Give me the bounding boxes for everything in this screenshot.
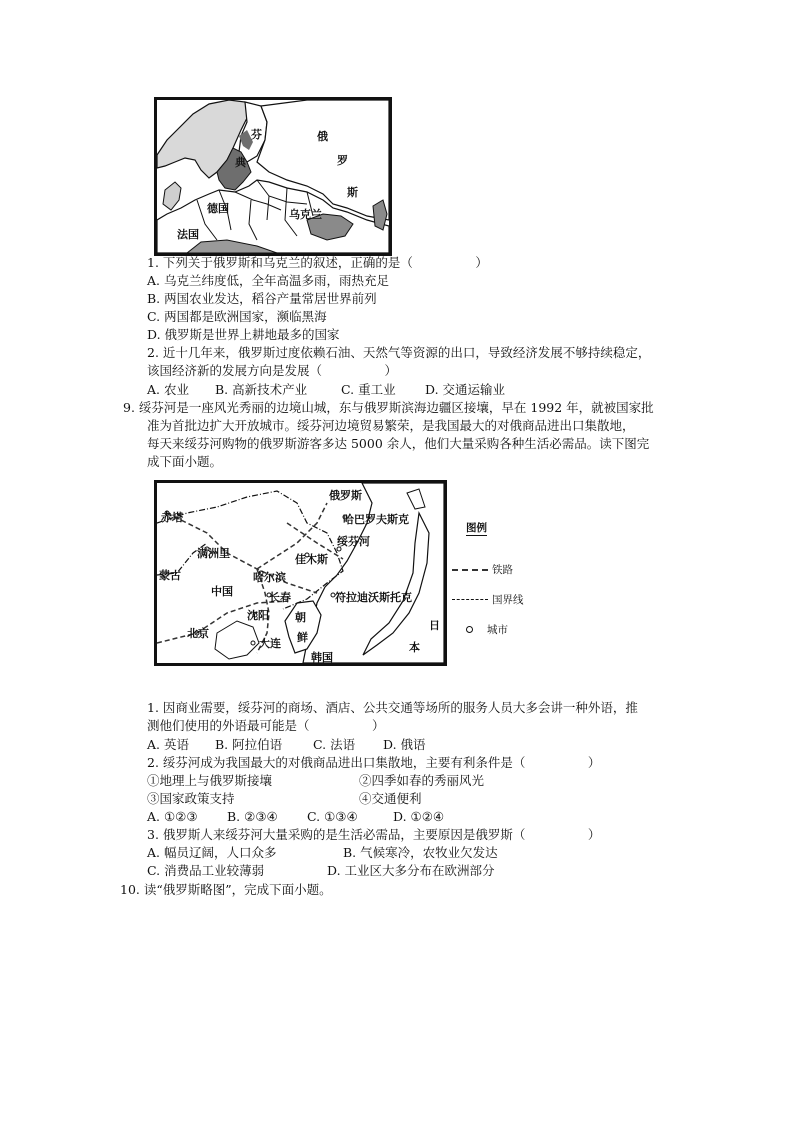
q9-1-option-a: A. 英语 [147,737,189,752]
map1-label-russia-2: 罗 [337,154,348,167]
map1-label-germany: 德国 [207,202,229,215]
q8-1-option-d: D. 俄罗斯是世界上耕地最多的国家 [147,327,340,342]
map2-label-china: 中国 [211,585,233,598]
legend-city: 城市 [466,622,508,637]
map2-label-vladivostok: 符拉迪沃斯托克 [335,591,412,604]
q9-2-condition-4: ④交通便利 [359,791,422,806]
northeast-asia-map-drawing [157,483,444,663]
q9-3-option-c: C. 消费品工业较薄弱 [147,863,265,878]
q9-1-option-b: B. 阿拉伯语 [215,737,283,752]
map2-label-changchun: 长春 [269,591,291,604]
q9-2-option-c: C. ①③④ [307,809,358,824]
q8-2-option-c: C. 重工业 [341,382,396,397]
q9-1-options [147,737,426,753]
q9-1-stem-line1: 1. 因商业需要，绥芬河的商场、酒店、公共交通等场所的服务人员大多会讲一种外语，推 [147,700,638,715]
map2-label-suifenhe: 绥芬河 [337,535,370,548]
map1-label-finland: 芬 [251,128,262,141]
map2-label-japan-2: 本 [409,641,420,654]
map2-label-dalian: 大连 [259,637,281,650]
map2-label-khabarovsk: 哈巴罗夫斯克 [343,513,409,526]
city-dot-icon [466,626,473,633]
q9-3-options-row1 [147,845,498,861]
map2-label-chita: 赤塔 [161,511,183,524]
map1-label-russia-3: 斯 [347,186,358,199]
q10-stem: 10. 读“俄罗斯略图”，完成下面小题。 [120,882,332,897]
q8-2-option-d: D. 交通运输业 [425,382,506,397]
q9-2-stem: 2. 绥芬河成为我国最大的对俄商品进出口集散地，主要有利条件是（ ） [147,755,601,770]
map2-label-japan-1: 日 [429,619,440,632]
northeast-asia-map [154,480,447,666]
legend-title: 图例 [466,522,487,534]
map2-label-shenyang: 沈阳 [247,609,269,622]
europe-map-drawing [157,100,389,253]
map1-label-sweden: 典 [235,156,246,169]
q9-2-condition-1: ①地理上与俄罗斯接壤 [147,773,273,788]
map1-label-russia-1: 俄 [317,130,328,143]
map2-label-south-korea: 韩国 [311,651,333,663]
q9-3-options-row2 [147,863,495,879]
q8-2-stem-line1: 2. 近十几年来，俄罗斯过度依赖石油、天然气等资源的出口，导致经济发展不够持续稳定， [147,345,651,360]
q9-intro-line3: 每天来绥芬河购物的俄罗斯游客多达 5000 余人，他们大量采购各种生活必需品。读下图完 [147,436,650,451]
map2-label-beijing: 北京 [187,627,209,640]
q9-3-option-a: A. 幅员辽阔，人口众多 [147,845,277,860]
map2-label-russia: 俄罗斯 [329,489,362,502]
q8-1-stem: 1. 下列关于俄罗斯和乌克兰的叙述，正确的是（ ） [147,255,488,270]
map2-label-korea-2: 鲜 [297,631,308,644]
q8-1-option-b: B. 两国农业发达，稻谷产量常居世界前列 [147,291,377,306]
q8-1-option-c: C. 两国都是欧洲国家，濒临黑海 [147,309,327,324]
q9-3-stem: 3. 俄罗斯人来绥芬河大量采购的是生活必需品，主要原因是俄罗斯（ ） [147,827,601,842]
map2-label-korea-1: 朝 [295,611,306,624]
q8-1-option-a: A. 乌克兰纬度低，全年高温多雨，雨热充足 [147,273,389,288]
q9-2-conditions-row1 [147,773,484,789]
q8-2-stem-line2: 该国经济新的发展方向是发展（ ） [147,363,398,378]
q9-2-conditions-row2 [147,791,422,807]
q8-2-option-a: A. 农业 [147,382,189,397]
q9-1-option-d: D. 俄语 [383,737,426,752]
border-line-icon [452,599,488,600]
map2-legend [466,520,546,640]
q9-intro-line2: 准为首批边扩大开放城市。绥芬河边境贸易繁荣，是我国最大的对俄商品进出口集散地， [147,418,635,433]
q9-2-option-b: B. ②③④ [227,809,278,824]
q9-2-option-d: D. ①②④ [393,809,445,824]
map2-label-jiamusi: 佳木斯 [295,553,328,566]
map2-label-manzhouli: 满洲里 [197,547,230,560]
railway-line-icon [452,569,488,571]
legend-railway: 铁路 [452,562,513,577]
q9-2-options [147,809,444,825]
q9-1-stem-line2: 测他们使用的外语最可能是（ ） [147,718,385,733]
q9-3-option-b: B. 气候寒冷，农牧业欠发达 [343,845,498,860]
europe-map [154,97,392,256]
q9-2-condition-3: ③国家政策支持 [147,791,235,806]
map2-label-mongolia: 蒙古 [159,569,181,582]
q8-2-option-b: B. 高新技术产业 [215,382,308,397]
map1-label-france: 法国 [177,228,199,241]
q9-3-option-d: D. 工业区大多分布在欧洲部分 [327,863,495,878]
q9-intro-line1: 9. 绥芬河是一座风光秀丽的边境山城，东与俄罗斯滨海边疆区接壤，早在 1992 年，就被国家批 [123,400,654,415]
legend-border: 国界线 [452,592,524,607]
q9-2-option-a: A. ①②③ [147,809,198,824]
q9-intro-line4: 成下面小题。 [147,454,223,469]
map2-label-harbin: 哈尔滨 [253,571,286,584]
map1-label-ukraine: 乌克兰 [289,208,322,221]
q9-1-option-c: C. 法语 [313,737,356,752]
q9-2-condition-2: ②四季如春的秀丽风光 [359,773,485,788]
q8-2-options [147,382,505,398]
